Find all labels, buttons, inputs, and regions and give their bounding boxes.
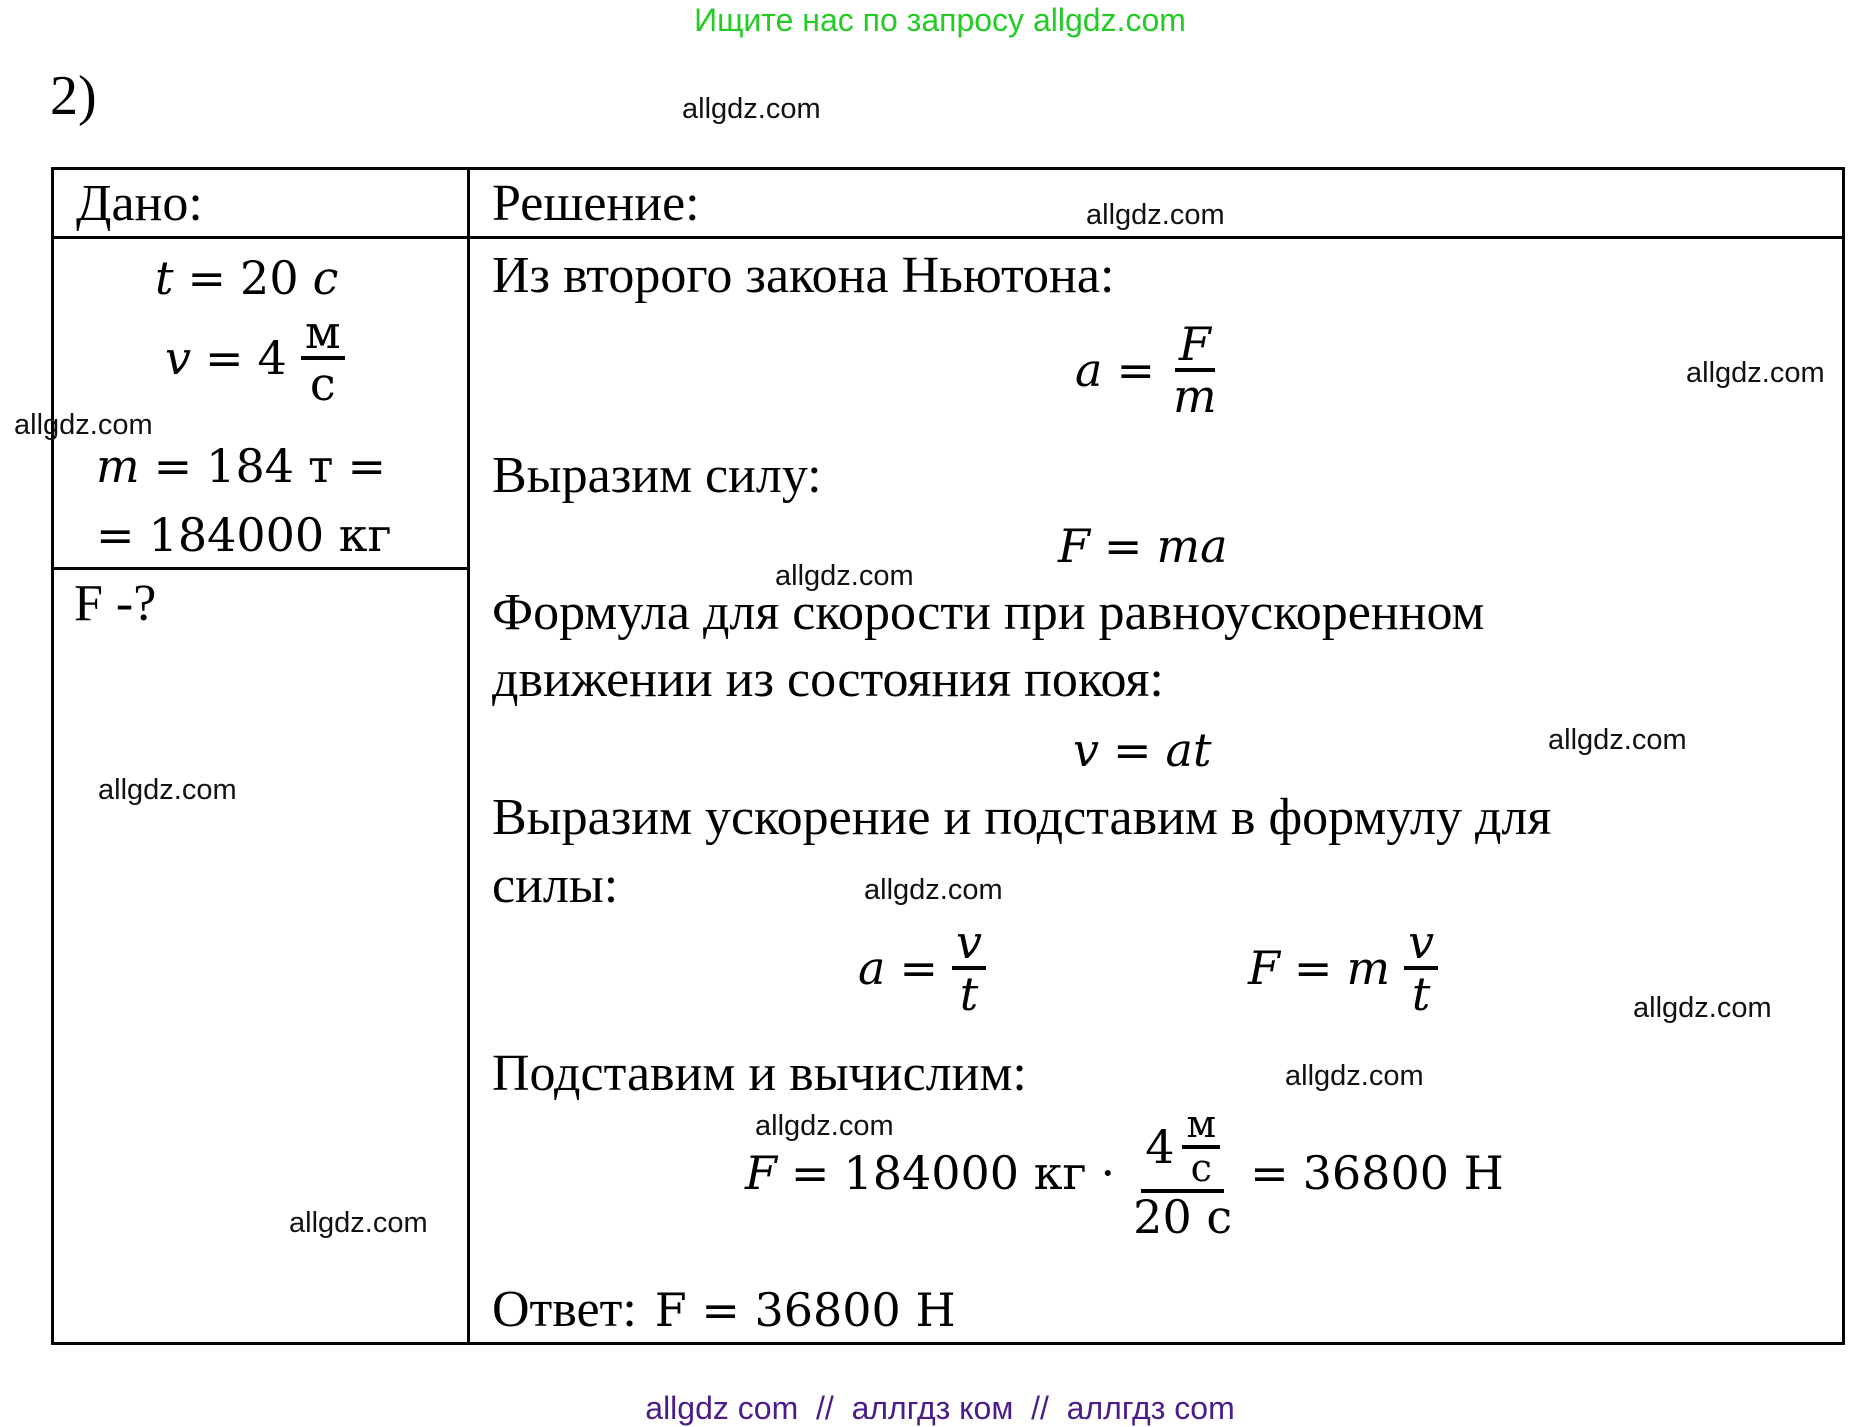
solution-line7: Подставим и вычислим: <box>492 1045 1027 1102</box>
header-banner: Ищите нас по запросу allgdz.com <box>694 2 1186 38</box>
watermark: allgdz.com <box>864 874 1003 906</box>
given-v: v = 4 $\frac{м}{с}$ <box>165 308 345 409</box>
watermark: allgdz.com <box>1686 357 1825 389</box>
watermark: allgdz.com <box>1633 992 1772 1024</box>
given-m-line1: m = 184 т = <box>96 439 386 493</box>
table-border-right <box>1842 167 1845 1345</box>
column-divider <box>467 167 470 1345</box>
v-unit-fraction <box>301 305 345 412</box>
m-value: 184 <box>206 439 294 493</box>
solution-header: Решение: <box>492 175 700 232</box>
t-unit: c <box>312 251 339 305</box>
watermark: allgdz.com <box>289 1207 428 1239</box>
formula-a-v-t: a = $\frac{v}{t}$ <box>858 918 986 1019</box>
final-result: 36800 Н <box>1302 1146 1504 1201</box>
final-mass: 184000 кг <box>843 1146 1087 1201</box>
solution-line5: Выразим ускорение и подставим в формулу для <box>492 789 1552 846</box>
m-unit: т <box>307 439 334 493</box>
given-find-divider <box>52 567 469 570</box>
formula-a-f-m: a = $\frac{F}{m}$ <box>1075 317 1217 424</box>
table-border-top <box>52 167 1844 170</box>
formula-f-mv-t: F = m $\frac{v}{t}$ <box>1248 918 1438 1019</box>
final-calculation: F = 184000 кг · 4 $\frac{м}{с}$ 20 с = 36800 Н <box>745 1102 1504 1244</box>
final-fraction <box>1129 1102 1236 1244</box>
watermark: allgdz.com <box>1285 1060 1424 1092</box>
t-value: 20 <box>240 251 299 305</box>
var-v: v <box>165 331 191 386</box>
solution-line3: Формула для скорости при равноускоренном <box>492 584 1485 641</box>
formula-v-at: v = at <box>1073 723 1212 777</box>
solution-line1: Из второго закона Ньютона: <box>492 247 1115 304</box>
unit-den: с <box>309 357 336 412</box>
final-time: 20 с <box>1133 1189 1233 1244</box>
v-value: 4 <box>257 331 287 386</box>
solution-line6: силы: <box>492 857 619 914</box>
final-unit-num: м <box>1182 1105 1220 1149</box>
table-border-left <box>51 167 54 1345</box>
var-t: t <box>155 251 174 305</box>
watermark: allgdz.com <box>1086 199 1225 231</box>
var-m: m <box>96 439 140 493</box>
given-header: Дано: <box>76 175 203 232</box>
footer-links: allgdz com // аллгдз ком // аллгдз com <box>645 1390 1235 1426</box>
solution-line2: Выразим силу: <box>492 447 822 504</box>
watermark: allgdz.com <box>98 774 237 806</box>
given-t: t = 20 c <box>155 251 339 305</box>
answer-value: F = 36800 Н <box>654 1283 956 1337</box>
watermark: allgdz.com <box>14 409 153 441</box>
m-kg: 184000 кг <box>148 508 392 562</box>
formula-f-ma: F = ma <box>1058 519 1228 573</box>
answer-label: Ответ: <box>492 1281 637 1338</box>
watermark: allgdz.com <box>682 93 821 125</box>
solution-line4: движении из состояния покоя: <box>492 651 1164 708</box>
answer <box>492 1280 956 1340</box>
final-v-value: 4 <box>1145 1119 1175 1174</box>
find-label: F -? <box>74 575 157 632</box>
given-m-line2: = 184000 кг <box>96 508 392 562</box>
table-border-bottom <box>52 1342 1844 1345</box>
watermark: allgdz.com <box>1548 724 1687 756</box>
watermark: allgdz.com <box>755 1110 894 1142</box>
final-unit-den: с <box>1190 1145 1212 1190</box>
watermark: allgdz.com <box>775 560 914 592</box>
task-number: 2) <box>50 65 97 127</box>
header-divider <box>52 236 1844 239</box>
unit-num: м <box>301 308 345 360</box>
